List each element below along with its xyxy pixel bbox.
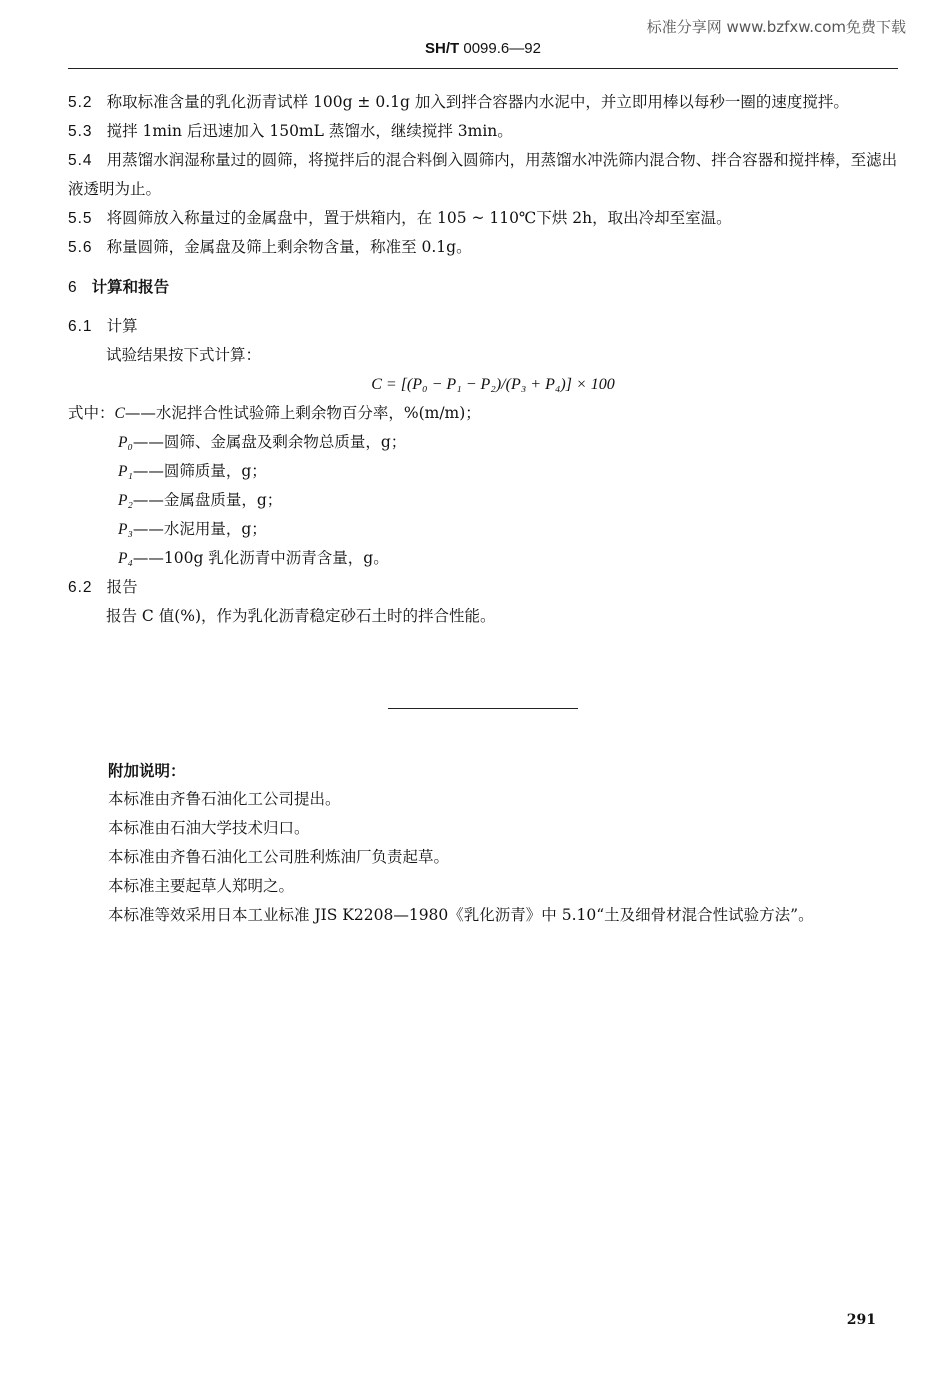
where-item (68, 399, 898, 428)
calculation-intro: 试验结果按下式计算： (106, 346, 262, 364)
step-5-3 (68, 117, 898, 146)
where-description: ——水泥用量，g； (132, 520, 267, 538)
where-description: ——金属盘质量，g； (132, 491, 283, 509)
calculation-formula: C = [(P₀ − P₁ − P₂)/(P₃ + P₄)] × 100 (371, 376, 615, 393)
header-divider (68, 68, 898, 69)
where-item (68, 486, 898, 515)
document-body (68, 88, 898, 631)
where-label: 式中： (68, 404, 115, 422)
where-symbol: P₃ (118, 521, 133, 538)
end-of-text-divider (388, 708, 578, 709)
where-symbol: P₁ (118, 463, 133, 480)
page-header (68, 40, 898, 57)
step-text: 搅拌 1min 后迅速加入 150mL 蒸馏水，继续搅拌 3min。 (106, 122, 513, 140)
step-5-4 (68, 146, 898, 204)
step-5-2 (68, 88, 898, 117)
where-item (68, 515, 898, 544)
where-symbol: P₂ (118, 492, 133, 509)
step-number: 5.6 (68, 239, 93, 256)
step-5-5 (68, 204, 898, 233)
subsection-6-1-heading (68, 312, 898, 341)
step-number: 5.3 (68, 123, 93, 140)
page-number: 291 (846, 1312, 876, 1328)
section-title: 计算和报告 (91, 277, 170, 296)
step-text: 用蒸馏水润湿称量过的圆筛，将搅拌后的混合料倒入圆筛内，用蒸馏水冲洗筛内混合物、拌合容器和搅拌棒，至滤出液透明为止。 (68, 151, 898, 198)
note-line: 本标准等效采用日本工业标准 JIS K2208—1980《乳化沥青》中 5.10“土及细骨材混合性试验方法”。 (108, 906, 814, 924)
step-5-6 (68, 233, 898, 262)
where-symbol: P₄ (118, 550, 133, 567)
report-text: 报告 C 值(%)，作为乳化沥青稳定砂石土时的拌合性能。 (106, 607, 496, 625)
additional-notes (108, 756, 910, 930)
where-symbol: C (114, 405, 125, 422)
subsection-title: 报告 (106, 578, 138, 596)
step-text: 称取标准含量的乳化沥青试样 100g ± 0.1g 加入到拌合容器内水泥中，并立即用棒以每秒一圈的速度搅拌。 (106, 93, 849, 111)
step-number: 5.2 (68, 94, 93, 111)
note-line: 本标准由齐鲁石油化工公司胜利炼油厂负责起草。 (108, 848, 450, 866)
subsection-number: 6.2 (68, 579, 93, 596)
where-item (68, 544, 898, 573)
additional-notes-title: 附加说明： (108, 761, 186, 780)
where-item (68, 428, 898, 457)
step-text: 称量圆筛，金属盘及筛上剩余物含量，称准至 0.1g。 (106, 238, 472, 256)
standard-code: SH/T (425, 40, 460, 57)
step-number: 5.5 (68, 210, 93, 227)
where-symbol: P₀ (118, 434, 133, 451)
subsection-title: 计算 (106, 317, 138, 335)
note-line: 本标准由齐鲁石油化工公司提出。 (108, 790, 341, 808)
watermark-text: 标准分享网 www.bzfxw.com免费下载 (646, 18, 906, 36)
subsection-number: 6.1 (68, 318, 93, 335)
where-description: ——水泥拌合性试验筛上剩余物百分率，%(m/m)； (124, 404, 481, 422)
section-6-heading (68, 272, 898, 302)
note-line: 本标准主要起草人郑明之。 (108, 877, 295, 895)
where-description: ——圆筛、金属盘及剩余物总质量，g； (132, 433, 407, 451)
subsection-6-2-heading (68, 573, 898, 602)
step-number: 5.4 (68, 152, 93, 169)
note-line: 本标准由石油大学技术归口。 (108, 819, 310, 837)
step-text: 将圆筛放入称量过的金属盘中，置于烘箱内，在 105 ~ 110℃下烘 2h，取出冷却至室温。 (106, 209, 732, 227)
standard-number: 0099.6—92 (463, 40, 541, 57)
where-item (68, 457, 898, 486)
where-description: ——100g 乳化沥青中沥青含量，g。 (132, 549, 389, 567)
where-description: ——圆筛质量，g； (132, 462, 267, 480)
section-number: 6 (68, 279, 78, 296)
